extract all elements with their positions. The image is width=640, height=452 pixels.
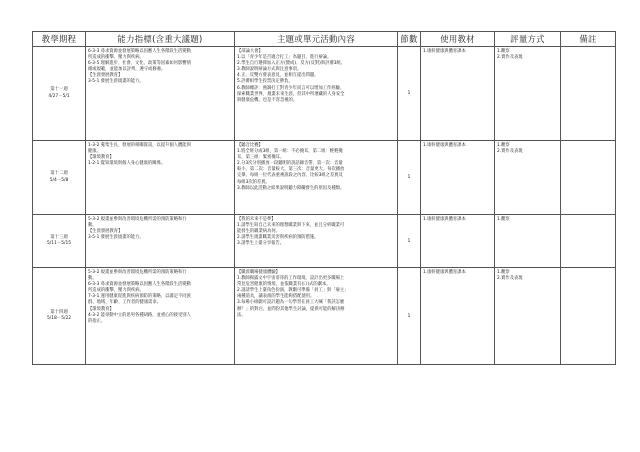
- remarks-cell: [561, 215, 616, 268]
- indicator-line: 6-3-3 尋求資源並發展策略以因應人生各階段生活變動: [88, 49, 191, 54]
- hours-cell: 1: [398, 47, 421, 141]
- topic-line: 【我的未來不是夢】: [237, 217, 276, 222]
- topic-line: 探索職業世界，規畫未來生涯，但其中所潛藏的人身安全: [237, 91, 345, 97]
- header-topic: 主題或單元活動內容: [235, 32, 398, 47]
- table-row: [33, 141, 616, 215]
- indicator-line: 6-3-5 理解進步、社會、文化、政策等因素如何影響情: [88, 61, 191, 67]
- period-cell: [33, 215, 86, 268]
- hours-cell: 1: [398, 268, 421, 365]
- header-indicators: 能力指標(含重大議題): [86, 32, 235, 47]
- date-range: 5/18－5/22: [46, 316, 72, 321]
- topic-cell: [235, 47, 398, 141]
- evaluation-cell: [495, 47, 561, 141]
- materials-cell: [421, 215, 495, 268]
- material-line: 1.康軒健康與體育課本: [423, 143, 466, 148]
- topic-line: 2.請學生規畫職業災害與疾病的預防措施。: [237, 235, 319, 241]
- indicator-line: 4-3-2 能尋動中立的思男各種胡路，並重心的接受別人: [88, 312, 191, 318]
- topic-line: 3.請學生上臺分享報告。: [237, 241, 285, 247]
- material-line: 1.康軒健康與體育課本: [423, 217, 466, 222]
- indicators-cell: [86, 141, 235, 215]
- indicator-line: 3-5-1 發展生涯規畫的能力。: [88, 79, 144, 85]
- topic-cell: [235, 268, 398, 365]
- header-period: 教學期程: [33, 32, 86, 47]
- topic-line: 1.以「青少年是否適合打工」為題目，進行辯論。: [237, 55, 332, 61]
- remarks-cell: [561, 47, 616, 141]
- evaluation-line: 2.實作及表現: [497, 149, 523, 155]
- topic-line: 較小，第二次：音量較大，第三次：音量更大。每次播放: [237, 167, 345, 173]
- indicator-line: 1-2-1 覺知環境與個人身心健康的關係。: [88, 161, 166, 167]
- indicator-line: 6-3-3 尋求資源並發展策略以因應人生各階段生活變動: [88, 282, 191, 288]
- material-line: 1.康軒健康與體育課本: [423, 270, 466, 275]
- evaluation-line: 2.實作及表現: [497, 55, 523, 61]
- indicator-line: 7-3-1 運用健康促進與疾病預防的策略，以滿足不同族: [88, 294, 191, 300]
- topic-line: 耳，第三組：緊密掩耳。: [237, 155, 285, 161]
- hours-cell: 1: [398, 215, 421, 268]
- indicators-cell: [86, 268, 235, 365]
- topic-line: 【聽音比賽】: [237, 143, 263, 148]
- topic-line: 3.每場小組劇可設計題為一句學習在員工大喊「我該怎麼: [237, 300, 345, 306]
- week-label: 第十二週: [50, 171, 68, 177]
- topic-line: 2.請請學生上臺角色扮演，教劇可準備「員工」與「雇主」: [237, 288, 349, 294]
- topic-line: 每組3次的差異。: [237, 179, 270, 185]
- topic-line: 1.將全班分成3組，第一組：不必掩耳，第二組：輕輕掩: [237, 149, 343, 155]
- materials-cell: [421, 268, 495, 365]
- indicator-line: 動。: [88, 223, 97, 229]
- period-cell: [33, 141, 86, 215]
- week-label: 第十三週: [50, 234, 68, 240]
- topic-line: 5.評審組學生投票決定勝負。: [237, 79, 293, 85]
- date-range: 4/27－5/1: [48, 93, 70, 99]
- indicators-cell: [86, 47, 235, 141]
- topic-line: 法。: [237, 312, 246, 318]
- topic-line: 2.學生自行選擇加入正方(贊成)、反方(反對)與評審3組。: [237, 61, 346, 67]
- topic-line: 辦？」的對白，並問扮其他學生討論，提供可能的解決辦: [237, 306, 345, 312]
- material-line: 1.康軒健康與體育課本: [423, 49, 466, 54]
- topic-line: 1.教師揭露文中宇宙哥哥的工作環境，設計出更多職場上: [237, 276, 345, 282]
- period-cell: [33, 47, 86, 141]
- table-row: [33, 268, 616, 365]
- indicator-line: 所造成的衝擊、壓力與疾病。: [88, 288, 144, 294]
- header-materials: 使用教材: [421, 32, 495, 47]
- remarks-cell: [561, 141, 616, 215]
- indicator-line: 5-3-2 規畫並參與改善環境危機所需的預防策略和行: [88, 217, 187, 222]
- topic-line: 與健康危機，也是不容忽視的。: [237, 97, 298, 103]
- indicator-line: 5-3-2 規畫並參與改善環境危機所需的預防策略和行: [88, 270, 187, 275]
- indicator-line: 的指正。: [88, 318, 106, 324]
- topic-line: 4.正、反雙方發表意見，並相互提出問題。: [237, 73, 319, 79]
- remarks-cell: [561, 268, 616, 365]
- topic-cell: [235, 141, 398, 215]
- header-remarks: 備註: [561, 32, 616, 47]
- materials-cell: [421, 141, 495, 215]
- topic-line: 6.教師總評：強調打工對青少年而言可以增加工作經驗、: [237, 85, 345, 91]
- hours-cell: 1: [398, 141, 421, 215]
- header-hours: 節數: [398, 32, 421, 47]
- header-row: [33, 32, 616, 47]
- indicator-line: 所造成的衝擊、壓力與疾病。: [88, 55, 144, 61]
- indicator-line: 【環境教育】: [88, 306, 114, 312]
- evaluation-line: 1.觀察: [497, 143, 510, 148]
- indicator-line: 健康。: [88, 149, 101, 155]
- indicator-line: 1-3-2 蒐集生長、發展的相關資訊，以提升個人體能與: [88, 143, 191, 148]
- topic-line: 1.請學生寫自己未來的理想職業與下來，並且分析職業可: [237, 223, 345, 229]
- indicator-line: 【生涯發展教育】: [88, 73, 123, 79]
- indicator-line: 緒或規範，並能加以評判，遵守或修養。: [88, 67, 166, 73]
- evaluation-line: 1.觀察: [497, 49, 510, 54]
- evaluation-line: 1.觀察: [497, 217, 510, 222]
- topic-line: 常見危害健康的情境，並依職業有(口)式的劇本。: [237, 282, 331, 288]
- date-range: 5/11－5/15: [46, 241, 72, 246]
- topic-line: 【部論大會】: [237, 49, 263, 54]
- header-evaluation: 評量方式: [495, 32, 561, 47]
- topic-line: 兩種道具，讓表演的學生能夠搭配使用。: [237, 294, 315, 300]
- indicator-line: 【環境教育】: [88, 155, 114, 161]
- topic-line: 3.教師以此活動之結果說明聽力障礙發生的原因及種類。: [237, 185, 345, 191]
- topic-line: 2.分3次分別播放一段聽明的說話錄音帶，第一次：音量: [237, 161, 343, 167]
- week-label: 第十一週: [50, 87, 68, 93]
- topic-cell: [235, 215, 398, 268]
- indicator-line: 3-5-1 發展生涯規畫的能力。: [88, 235, 144, 241]
- indicator-line: 【生涯發展教育】: [88, 229, 123, 235]
- evaluation-cell: [495, 141, 561, 215]
- topic-line: 3.教師說明辯論方式與注意事項。: [237, 67, 302, 73]
- indicator-line: 動。: [88, 276, 97, 282]
- evaluation-line: 1.觀察: [497, 270, 510, 275]
- table-row: [33, 215, 616, 268]
- table-row: [33, 47, 616, 141]
- indicators-cell: [86, 215, 235, 268]
- indicator-line: 群、地域、年齡、工作者的健康需求。: [88, 300, 162, 306]
- period-cell: [33, 268, 86, 365]
- materials-cell: [421, 47, 495, 141]
- topic-line: 能發生的職業病為何。: [237, 229, 280, 235]
- evaluation-line: 2.實作及表現: [497, 276, 523, 282]
- topic-line: 完畢，每組一位代表重複說段之內容，比較3組之差異及: [237, 173, 343, 179]
- date-range: 5/4－5/8: [49, 177, 69, 183]
- evaluation-cell: [495, 215, 561, 268]
- evaluation-cell: [495, 268, 561, 365]
- lesson-plan-table: [32, 31, 616, 365]
- topic-line: 【職涯職場健康體驗】: [237, 270, 280, 275]
- week-label: 第十四週: [50, 309, 68, 315]
